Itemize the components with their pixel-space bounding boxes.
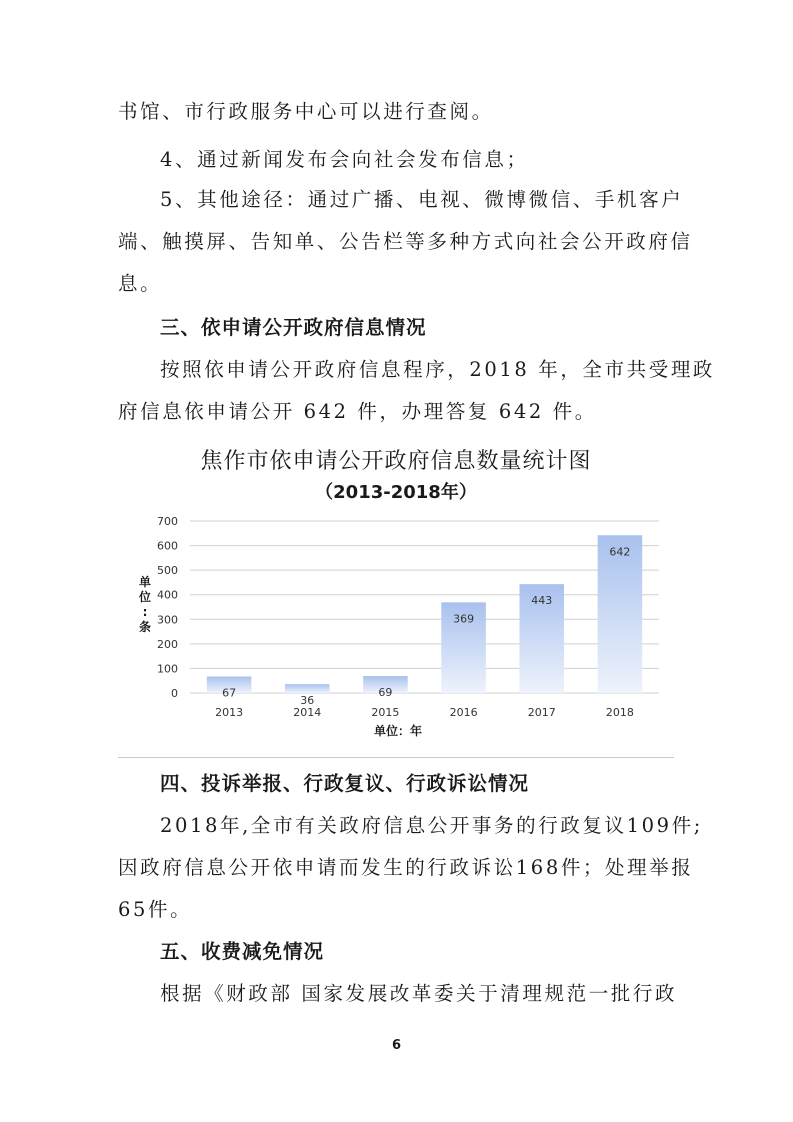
- x-tick-label: 2015: [371, 706, 400, 719]
- y-axis-label-char: 条: [138, 620, 152, 634]
- paragraph-line: 65件。: [118, 898, 193, 921]
- data-label: 69: [378, 686, 393, 700]
- y-tick-label: 100: [157, 662, 178, 676]
- x-tick-label: 2016: [449, 706, 478, 719]
- y-tick-label: 0: [171, 687, 178, 700]
- y-tick-label: 300: [157, 613, 178, 627]
- y-tick-label: 400: [157, 588, 178, 602]
- page-number: 6: [391, 1038, 402, 1053]
- section-heading: 三、依申请公开政府信息情况: [160, 316, 427, 339]
- y-tick-label: 700: [157, 515, 178, 528]
- bar-2014: [285, 684, 330, 693]
- y-axis-label-char: :: [142, 605, 148, 619]
- data-label: 642: [609, 545, 631, 559]
- y-tick-label: 200: [157, 637, 178, 651]
- paragraph-line: 府信息依申请公开 642 件，办理答复 642 件。: [118, 400, 597, 423]
- paragraph-line: 4、通过新闻发布会向社会发布信息；: [160, 148, 529, 171]
- paragraph-line: 书馆、市行政服务中心可以进行查阅。: [118, 100, 494, 123]
- data-label: 67: [222, 686, 237, 700]
- x-tick-label: 2013: [215, 706, 244, 719]
- paragraph-line: 2018年,全市有关政府信息公开事务的行政复议109件;: [160, 814, 703, 837]
- paragraph-line: 息。: [118, 272, 163, 295]
- divider: [118, 757, 674, 758]
- data-label: 443: [531, 594, 553, 608]
- chart-title: 焦作市依申请公开政府信息数量统计图: [200, 449, 592, 474]
- data-label: 369: [453, 612, 475, 626]
- paragraph-line: 因政府信息公开依申请而发生的行政诉讼168件；处理举报: [118, 856, 694, 879]
- section-heading: 四、投诉举报、行政复议、行政诉讼情况: [160, 772, 530, 795]
- y-tick-label: 600: [157, 539, 178, 553]
- paragraph-line: 端、触摸屏、告知单、公告栏等多种方式向社会公开政府信: [118, 230, 693, 253]
- paragraph-line: 5、其他途径：通过广播、电视、微博微信、手机客户: [160, 188, 684, 211]
- x-tick-label: 2017: [527, 706, 556, 719]
- bar-chart: [118, 440, 674, 756]
- paragraph-line: 按照依申请公开政府信息程序，2018 年，全市共受理政: [160, 358, 716, 381]
- data-label: 36: [300, 694, 315, 708]
- chart-subtitle: （2013-2018年）: [315, 482, 477, 503]
- y-tick-label: 500: [157, 564, 178, 578]
- y-axis-label-char: 单: [138, 575, 152, 589]
- bar-2018: [598, 535, 643, 693]
- paragraph-line: 根据《财政部 国家发展改革委关于清理规范一批行政: [160, 982, 678, 1005]
- x-axis-label: 单位：年: [373, 724, 423, 738]
- y-axis-label-char: 位: [138, 590, 152, 604]
- y-axis-label: [138, 574, 151, 634]
- section-heading: 五、收费减免情况: [160, 940, 325, 963]
- x-tick-label: 2018: [605, 706, 634, 719]
- x-tick-label: 2014: [293, 706, 322, 719]
